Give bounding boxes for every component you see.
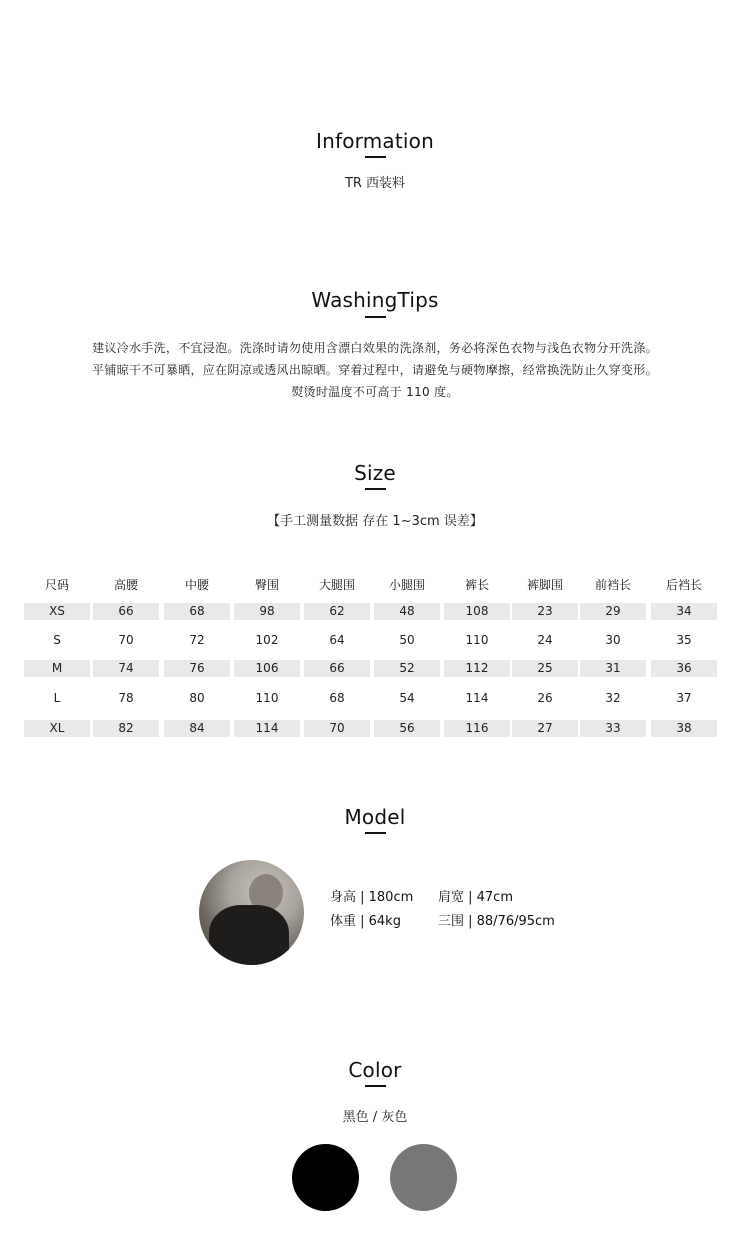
size-table-row	[22, 660, 722, 678]
model-height: 身高 | 180cm	[330, 890, 414, 905]
size-table-cell: 72	[189, 633, 205, 647]
size-table-cell: 23	[512, 603, 578, 620]
washing-title: WashingTips	[311, 288, 439, 312]
model-measurements: 三围 | 88/76/95cm	[438, 914, 555, 929]
size-table-cell: XS	[24, 603, 90, 620]
model-weight: 体重 | 64kg	[330, 914, 401, 929]
size-table-cell: 114	[234, 720, 300, 737]
size-table-cell: 108	[444, 603, 510, 620]
size-table-cell: M	[24, 660, 90, 677]
size-table-cell: 82	[93, 720, 159, 737]
size-table-cell: XL	[24, 720, 90, 737]
size-table-cell: 78	[118, 691, 134, 705]
fabric-text: TR 西装料	[344, 176, 406, 191]
size-table-cell: 62	[304, 603, 370, 620]
color-swatch-gray	[390, 1144, 457, 1211]
washing-underline	[365, 316, 386, 318]
size-table-cell: 68	[164, 603, 230, 620]
size-header-cell: 高腰	[113, 578, 138, 592]
size-table-cell: 50	[399, 633, 415, 647]
color-underline	[365, 1085, 386, 1087]
color-names: 黑色 / 灰色	[342, 1110, 408, 1125]
model-body-shape	[209, 905, 289, 965]
size-table-cell: 30	[605, 633, 621, 647]
color-title: Color	[348, 1058, 402, 1082]
size-table-cell: 52	[374, 660, 440, 677]
size-table-cell: 56	[374, 720, 440, 737]
size-table-cell: 80	[189, 691, 205, 705]
washing-line-2: 平铺晾干不可暴晒，应在阴凉或透风出晾晒。穿着过程中，请避免与硬物摩擦，经常换洗防止久穿变形。	[92, 363, 658, 377]
model-shoulder: 肩宽 | 47cm	[438, 890, 513, 905]
size-title: Size	[354, 461, 396, 485]
model-title: Model	[344, 805, 406, 829]
size-table-row	[22, 690, 722, 708]
size-header-cell: 后裆长	[665, 578, 702, 592]
size-table-cell: 84	[164, 720, 230, 737]
size-table-cell: 66	[304, 660, 370, 677]
size-table-cell: 64	[329, 633, 345, 647]
information-title: Information	[316, 129, 434, 153]
size-table-cell: 27	[512, 720, 578, 737]
size-table-cell: 54	[399, 691, 415, 705]
model-photo	[199, 860, 304, 965]
size-table-row	[22, 632, 722, 650]
size-table-header	[22, 577, 722, 595]
size-table-cell: 38	[651, 720, 717, 737]
size-header-cell: 大腿围	[318, 578, 355, 592]
size-table-cell: 114	[465, 691, 489, 705]
size-header-cell: 前裆长	[594, 578, 631, 592]
size-table-cell: 76	[164, 660, 230, 677]
size-table-cell: 98	[234, 603, 300, 620]
size-table-cell: 112	[444, 660, 510, 677]
information-underline	[365, 156, 386, 158]
size-table-cell: 25	[512, 660, 578, 677]
size-table-cell: 74	[93, 660, 159, 677]
size-table-cell: 110	[465, 633, 489, 647]
size-table-cell: 68	[329, 691, 345, 705]
size-table-cell: 35	[676, 633, 692, 647]
size-table-cell: 26	[537, 691, 553, 705]
size-header-cell: 裤长	[464, 578, 489, 592]
size-underline	[365, 488, 386, 490]
size-table-cell: 70	[304, 720, 370, 737]
size-table-cell: 48	[374, 603, 440, 620]
size-table-cell: 34	[651, 603, 717, 620]
size-table-cell: 110	[255, 691, 279, 705]
size-note: 【手工测量数据 存在 1~3cm 误差】	[267, 514, 483, 529]
size-table-cell: 33	[580, 720, 646, 737]
size-table-cell: 24	[537, 633, 553, 647]
size-table-cell: 106	[234, 660, 300, 677]
model-underline	[365, 832, 386, 834]
washing-line-1: 建议冷水手洗，不宜浸泡。洗涤时请勿使用含漂白效果的洗涤剂，务必将深色衣物与浅色衣物分开洗涤。	[92, 341, 658, 355]
size-table-cell: S	[53, 633, 61, 647]
size-table-cell: 66	[93, 603, 159, 620]
size-header-cell: 小腿围	[388, 578, 425, 592]
size-header-cell: 裤脚围	[526, 578, 563, 592]
size-table-cell: 29	[580, 603, 646, 620]
size-table-cell: L	[53, 691, 61, 705]
size-table-cell: 116	[444, 720, 510, 737]
size-table-cell: 70	[118, 633, 134, 647]
size-table-row	[22, 720, 722, 738]
size-table-cell: 102	[255, 633, 279, 647]
size-table-cell: 31	[580, 660, 646, 677]
size-table-cell: 37	[676, 691, 692, 705]
color-swatch-black	[292, 1144, 359, 1211]
size-header-cell: 臀围	[254, 578, 279, 592]
size-header-cell: 中腰	[184, 578, 209, 592]
washing-line-3: 熨烫时温度不可高于 110 度。	[291, 385, 459, 399]
size-table-cell: 36	[651, 660, 717, 677]
size-table-cell: 32	[605, 691, 621, 705]
size-header-cell: 尺码	[44, 578, 69, 592]
size-table-row	[22, 603, 722, 621]
